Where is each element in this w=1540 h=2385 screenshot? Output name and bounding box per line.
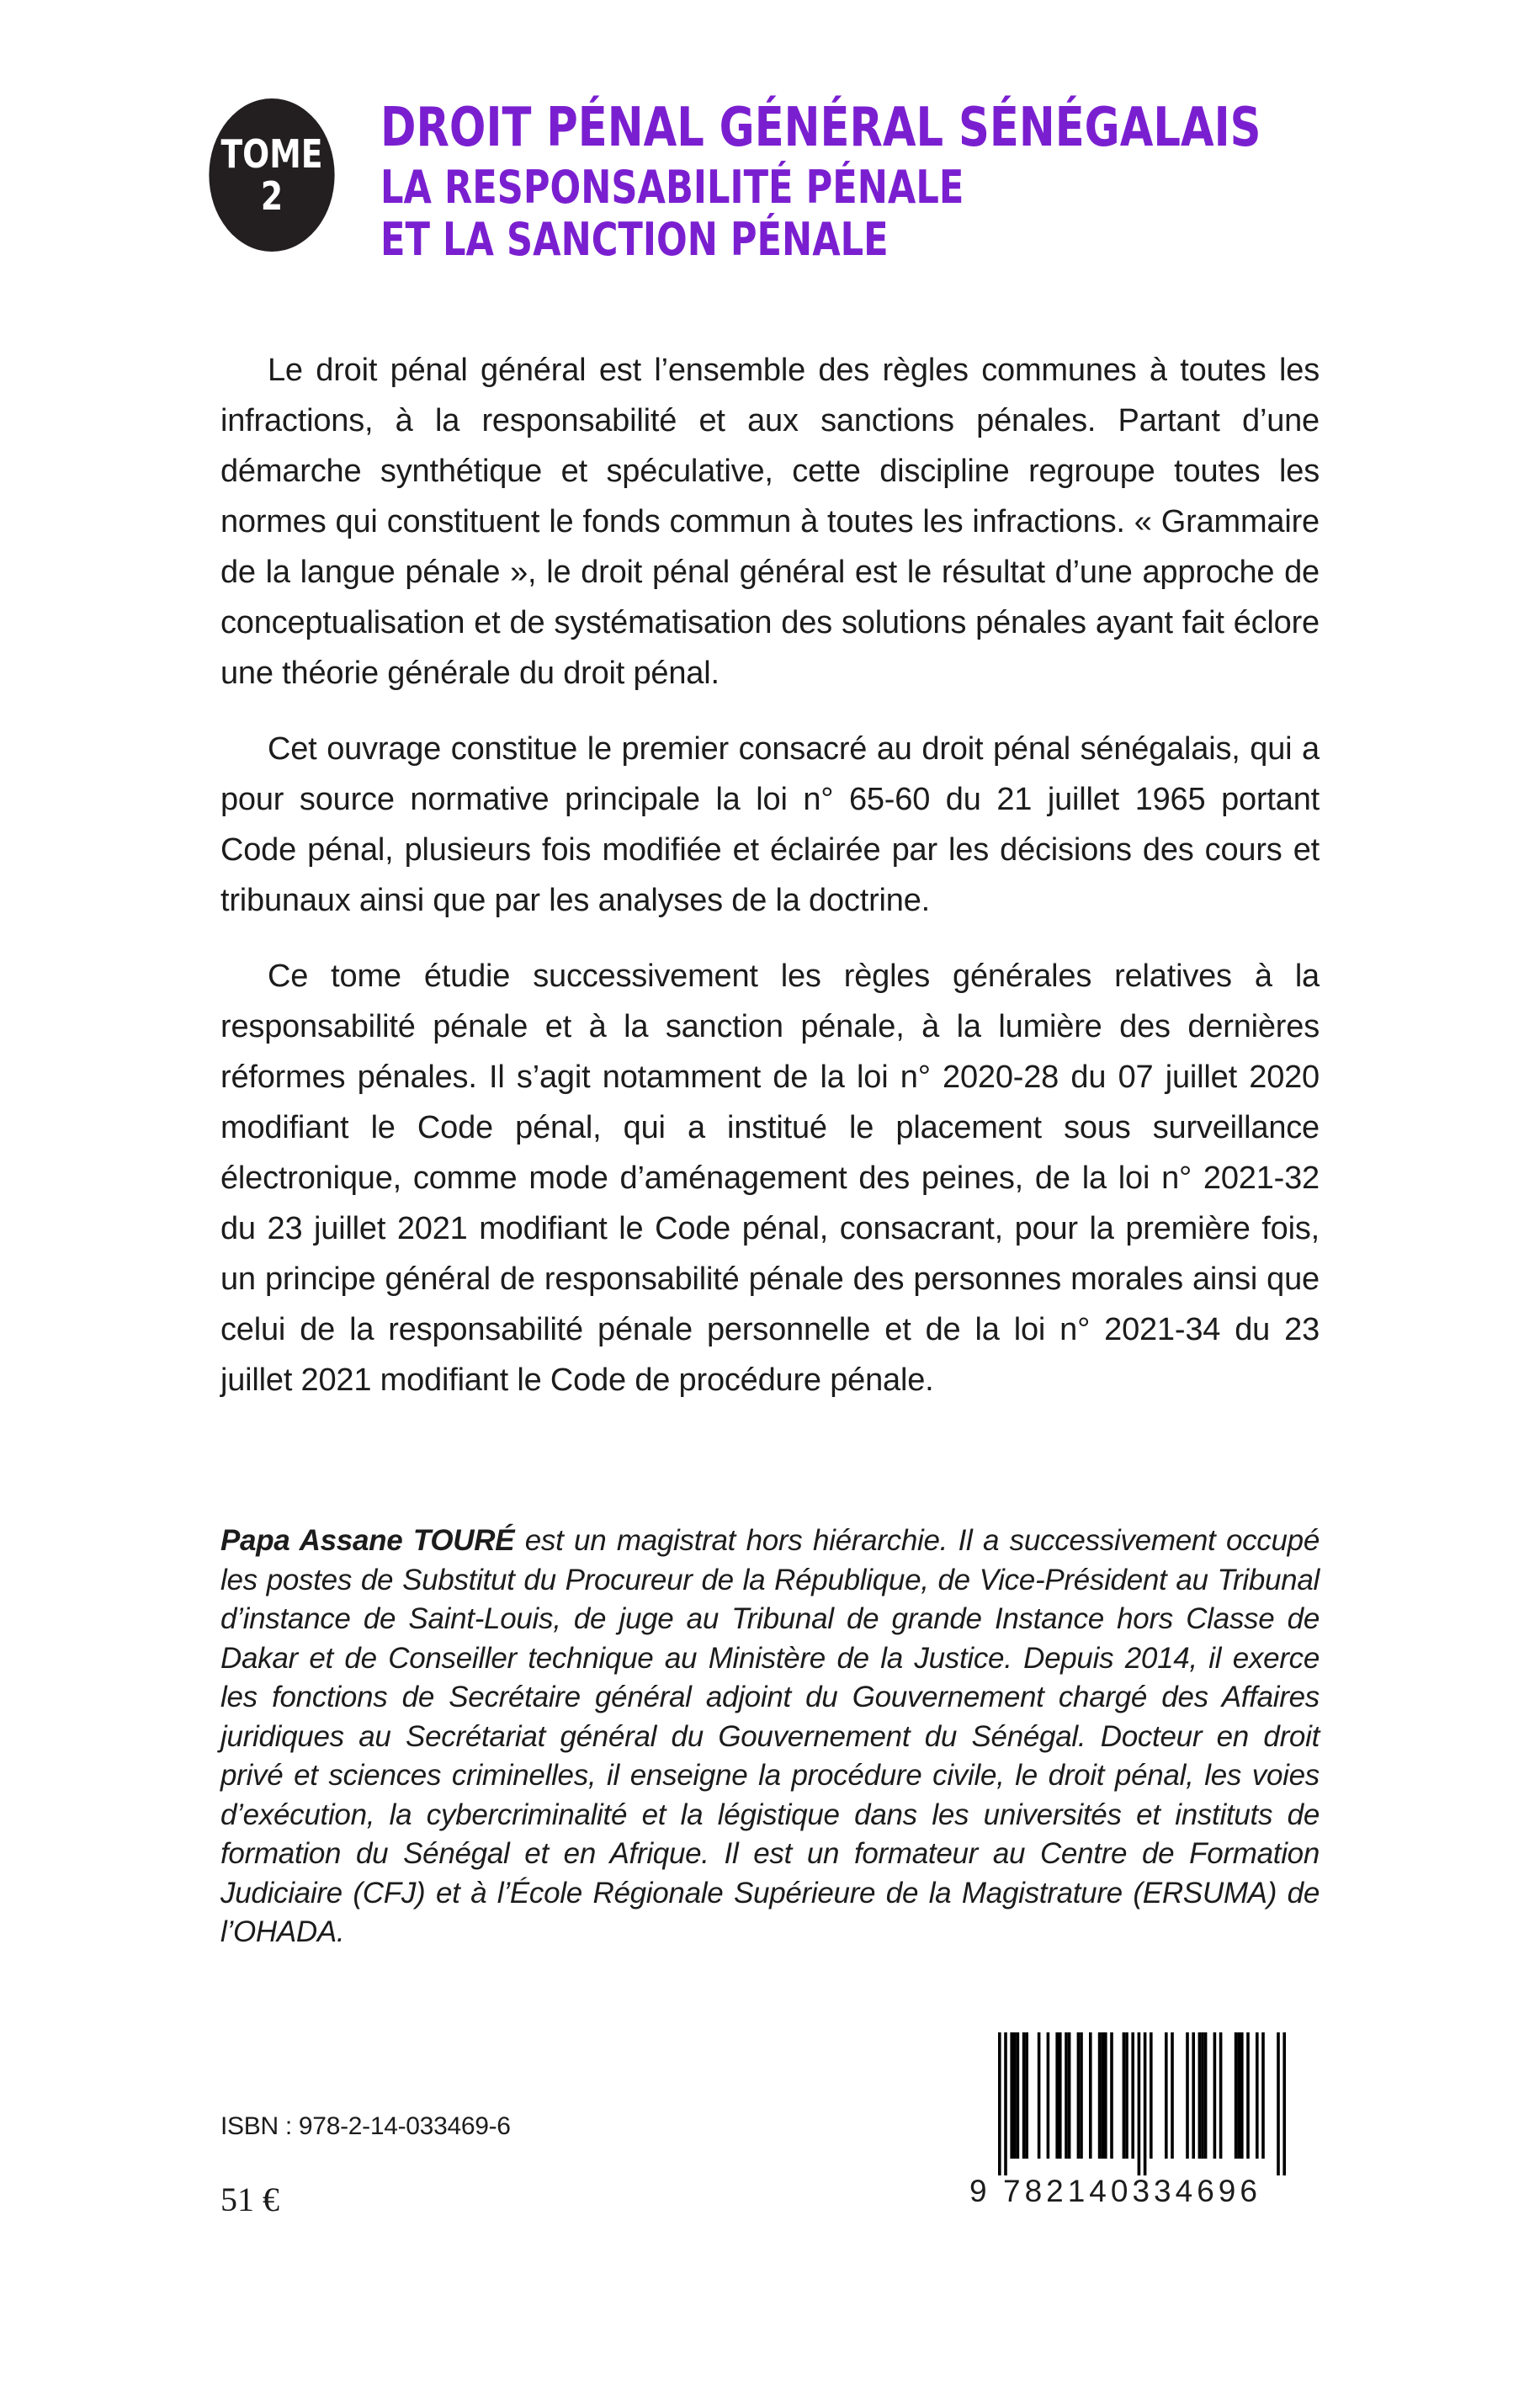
tome-badge [209,98,334,252]
tome-number: 2 [260,173,284,219]
barcode-bar [1047,2032,1050,2159]
barcode-bar [1104,2032,1107,2159]
barcode-lead-digit: 9 [969,2174,987,2208]
barcode [966,2032,1318,2209]
book-subtitle-line-2: ET LA SANCTION PÉNALE [380,213,889,266]
barcode-bar [1059,2032,1062,2159]
barcode-number: 782140334696 [1003,2174,1261,2208]
barcode-bar [1282,2032,1286,2175]
barcode-bar [1144,2032,1147,2175]
barcode-bar [998,2032,1001,2175]
barcode-bar [1038,2032,1041,2159]
barcode-bar [1125,2032,1128,2159]
price: 51 € [220,2180,279,2218]
author-bio [220,1522,1320,1952]
barcode-bar [1171,2032,1174,2159]
author-name: Papa Assane TOURÉ [220,1524,515,1557]
barcode-bar [1165,2032,1168,2159]
barcode-bar [1235,2032,1238,2159]
barcode-bar [1077,2032,1081,2159]
barcode-bar [1261,2032,1265,2159]
summary-paragraph-1: Le droit pénal général est l’ensemble des règles communes à toutes les infractions, à la responsabilité et aux sanctions pénales. Partant d’une démarche synthétique et spéculative, cette discipline regroupe toutes les normes qui constituent le fonds commun à toutes les infractions. « Grammaire de la langue pénale », le droit pénal général est le résultat d’une approche de conceptualisation et de systématisation des solutions pénales ayant fait éclore une théorie générale du droit pénal. [220,353,1320,691]
barcode-bar [1186,2032,1189,2159]
barcode-bars [966,2032,1318,2175]
barcode-bar [1256,2032,1259,2159]
barcode-bar [1025,2032,1028,2159]
back-cover-summary [220,345,1320,1431]
author-bio-text: est un magistrat hors hiérarchie. Il a successivement occupé les postes de Substitut du Procureur de la République, de Vice-Président au Tribunal d’instance de Saint-Louis, de juge au Tribunal de grande Instance hors Classe de Dakar et de Conseiller technique au Ministère de la Justice. Depuis 2014, il exerce les fonctions de Secrétaire général adjoint du Gouvernement chargé des Affaires juridiques au Secrétariat général du Gouvernement du Sénégal. Docteur en droit privé et sciences criminelles, il enseigne la procédure civile, le droit pénal, les voies d’exécution, la cybercriminalité et la légistique dans les universités et instituts de formation du Sénégal et en Afrique. Il est un formateur au Centre de Formation Judiciaire (CFJ) et à l’École Régionale Supérieure de la Magistrature (ERSUMA) de l’OHADA. [220,1524,1320,1948]
barcode-bar [1138,2032,1141,2175]
barcode-bar [1101,2032,1104,2159]
barcode-bar [1198,2032,1202,2159]
barcode-bar [1123,2032,1126,2159]
summary-paragraph-2: Cet ouvrage constitue le premier consacré au droit pénal sénégalais, qui a pour source normative principale la loi n° 65-60 du 21 juillet 1965 portant Code pénal, plusieurs fois modifiée et éclairée par les décisions des cours et tribunaux ainsi que par les analyses de la doctrine. [220,731,1320,918]
summary-paragraph-3: Ce tome étudie successivement les règles générales relatives à la responsabilité pénale et à la sanction pénale, à la lumière des dernières réformes pénales. Il s’agit notamment de la loi n° 2020-28 du 07 juillet 2020 modifiant le Code pénal, qui a institué le placement sous surveillance électronique, comme mode d’aménagement des peines, de la loi n° 2021-32 du 23 juillet 2021 modifiant le Code pénal, consacrant, pour la première fois, un principe général de responsabilité pénale des personnes morales ainsi que celui de la responsabilité pénale personnelle et de la loi n° 2021-34 du 23 juillet 2021 modifiant le Code de procédure pénale. [220,959,1320,1398]
barcode-bar [1098,2032,1102,2159]
book-subtitle-line-1: LA RESPONSABILITÉ PÉNALE [380,161,964,214]
barcode-bar [1131,2032,1134,2159]
book-title: DROIT PÉNAL GÉNÉRAL SÉNÉGALAIS [380,97,1261,159]
isbn: ISBN : 978-2-14-033469-6 [220,2112,511,2140]
barcode-bar [1080,2032,1083,2159]
barcode-bar [1246,2032,1250,2159]
barcode-bar [1022,2032,1026,2159]
barcode-bar [1277,2032,1280,2175]
barcode-bar [1240,2032,1244,2159]
barcode-bar [1110,2032,1113,2159]
barcode-bar [1213,2032,1217,2159]
barcode-bar [1192,2032,1195,2159]
barcode-bar [1017,2032,1020,2159]
barcode-bar [1237,2032,1240,2159]
barcode-bar [1068,2032,1071,2159]
barcode-bar [1201,2032,1204,2159]
title-block [380,94,1491,266]
tome-label: TOME [220,131,323,177]
barcode-bar [1004,2032,1007,2175]
barcode-bar [1013,2032,1017,2159]
barcode-bar [1150,2032,1153,2159]
barcode-bar [1010,2032,1013,2159]
barcode-bar [1055,2032,1059,2159]
barcode-bar [1204,2032,1208,2159]
barcode-bar [1219,2032,1223,2159]
barcode-bar [1065,2032,1068,2159]
barcode-bar [1089,2032,1092,2159]
